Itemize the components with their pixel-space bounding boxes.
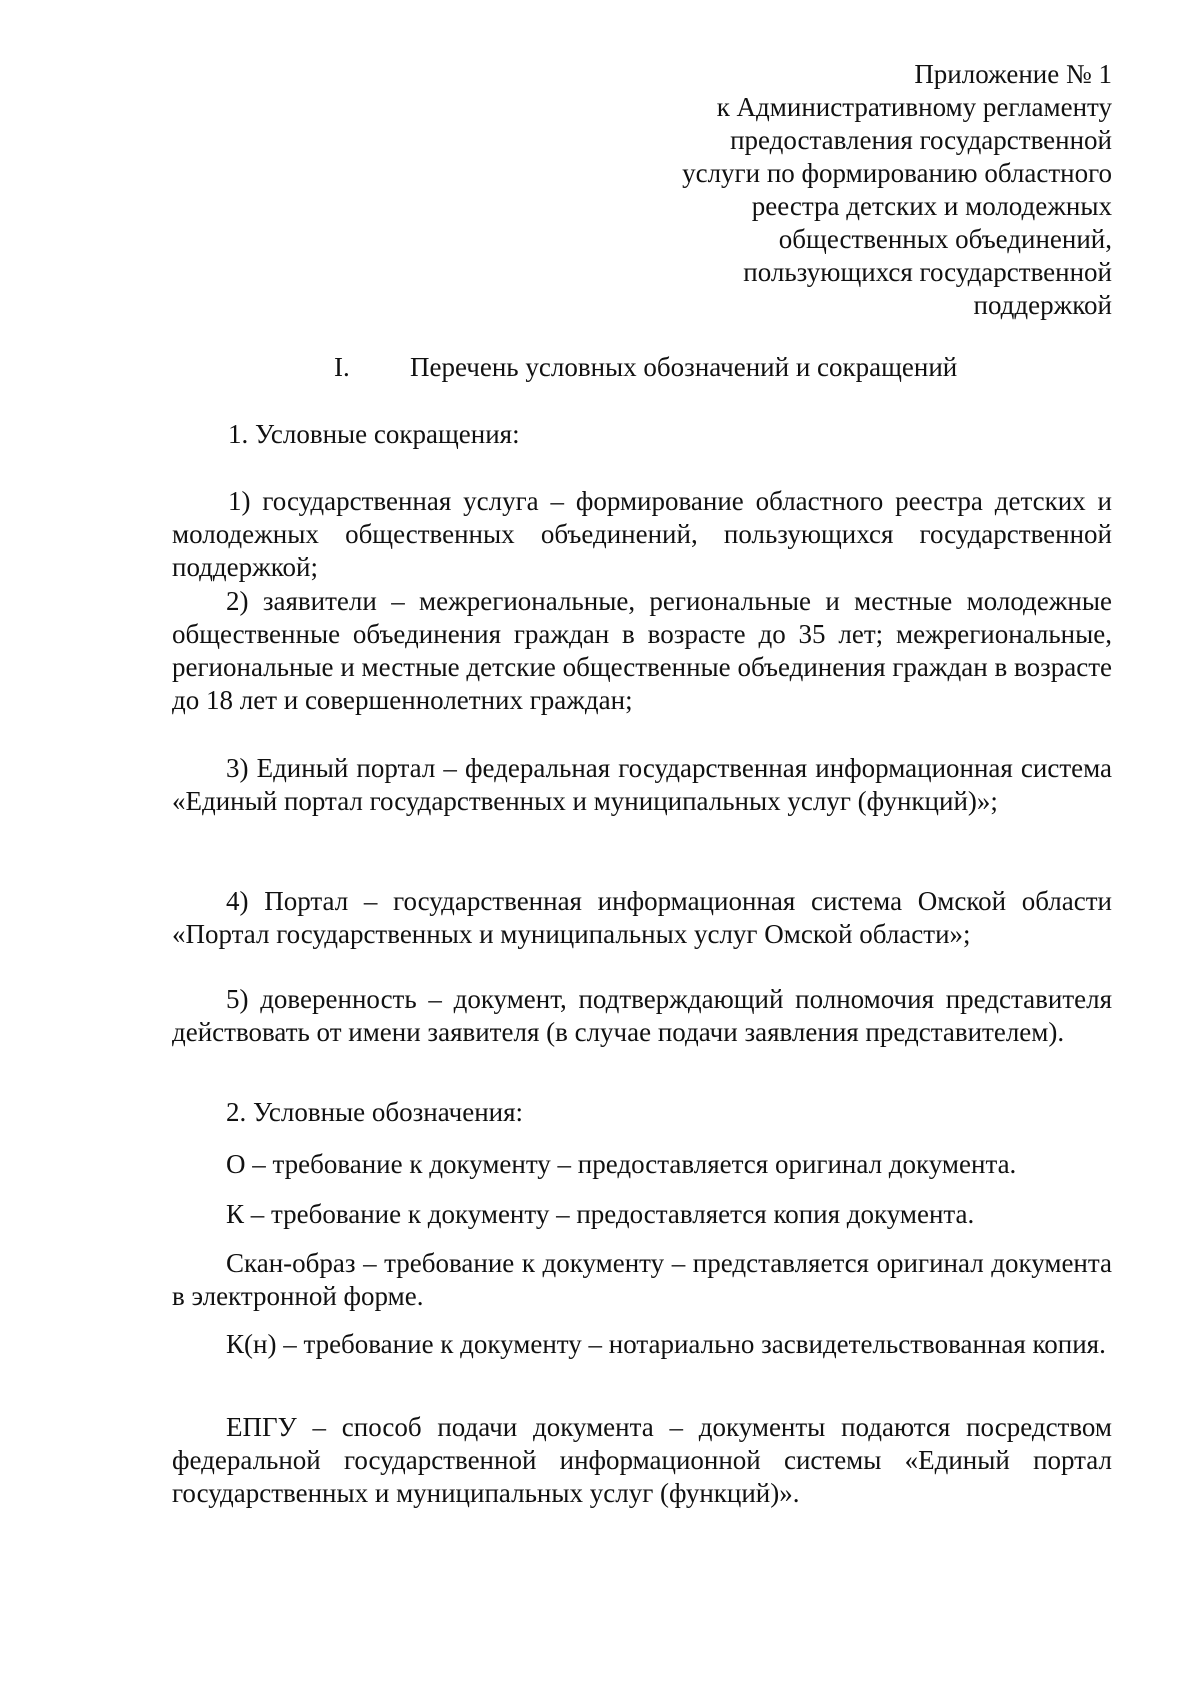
abbreviation-item-1: 1) государственная услуга – формирование областного реестра детских и молодежных общественных объединений, пользующихся государственной поддержкой;: [172, 486, 1112, 582]
appendix-line: общественных объединений,: [778, 224, 1112, 254]
section-title-text: Перечень условных обозначений и сокращений: [410, 352, 958, 382]
abbreviations-heading: 1. Условные сокращения:: [228, 419, 520, 449]
designation-item-notarized: К(н) – требование к документу – нотариально засвидетельствованная копия.: [226, 1329, 1106, 1359]
appendix-line: услуги по формированию областного: [682, 158, 1112, 188]
appendix-line: пользующихся государственной: [743, 257, 1112, 287]
abbreviation-item-4: 4) Портал – государственная информационная система Омской области «Портал государственных и муниципальных услуг Омской области»;: [172, 886, 1112, 949]
designations-heading: 2. Условные обозначения:: [226, 1097, 524, 1127]
appendix-line: Приложение № 1: [914, 59, 1112, 89]
appendix-line: реестра детских и молодежных: [751, 191, 1112, 221]
designation-item-original: О – требование к документу – предоставляется оригинал документа.: [226, 1149, 1017, 1179]
abbreviation-item-5: 5) доверенность – документ, подтверждающий полномочия представителя действовать от имени заявителя (в случае подачи заявления представителем).: [172, 984, 1112, 1047]
designation-item-epgu: ЕПГУ – способ подачи документа – документы подаются посредством федеральной государственной информационной системы «Единый портал государственных и муниципальных услуг (функций)».: [172, 1412, 1112, 1508]
document-page: [172, 0, 1112, 1697]
appendix-line: к Административному регламенту: [716, 92, 1112, 122]
abbreviation-item-3: 3) Единый портал – федеральная государственная информационная система «Единый портал государственных и муниципальных услуг (функций)»;: [172, 753, 1112, 816]
abbreviation-item-2: 2) заявители – межрегиональные, региональные и местные молодежные общественные объединения граждан в возрасте до 35 лет; межрегиональные, региональные и местные детские общественные объединения граждан в возрасте до 18 лет и совершеннолетних граждан;: [172, 586, 1112, 715]
designation-item-copy: К – требование к документу – предоставляется копия документа.: [226, 1199, 975, 1229]
designation-item-scan: Скан-образ – требование к документу – представляется оригинал документа в электронной форме.: [172, 1248, 1112, 1311]
appendix-header: [552, 58, 1112, 322]
section-number: I.: [334, 352, 350, 382]
appendix-line: предоставления государственной: [730, 125, 1112, 155]
appendix-line: поддержкой: [973, 290, 1112, 320]
